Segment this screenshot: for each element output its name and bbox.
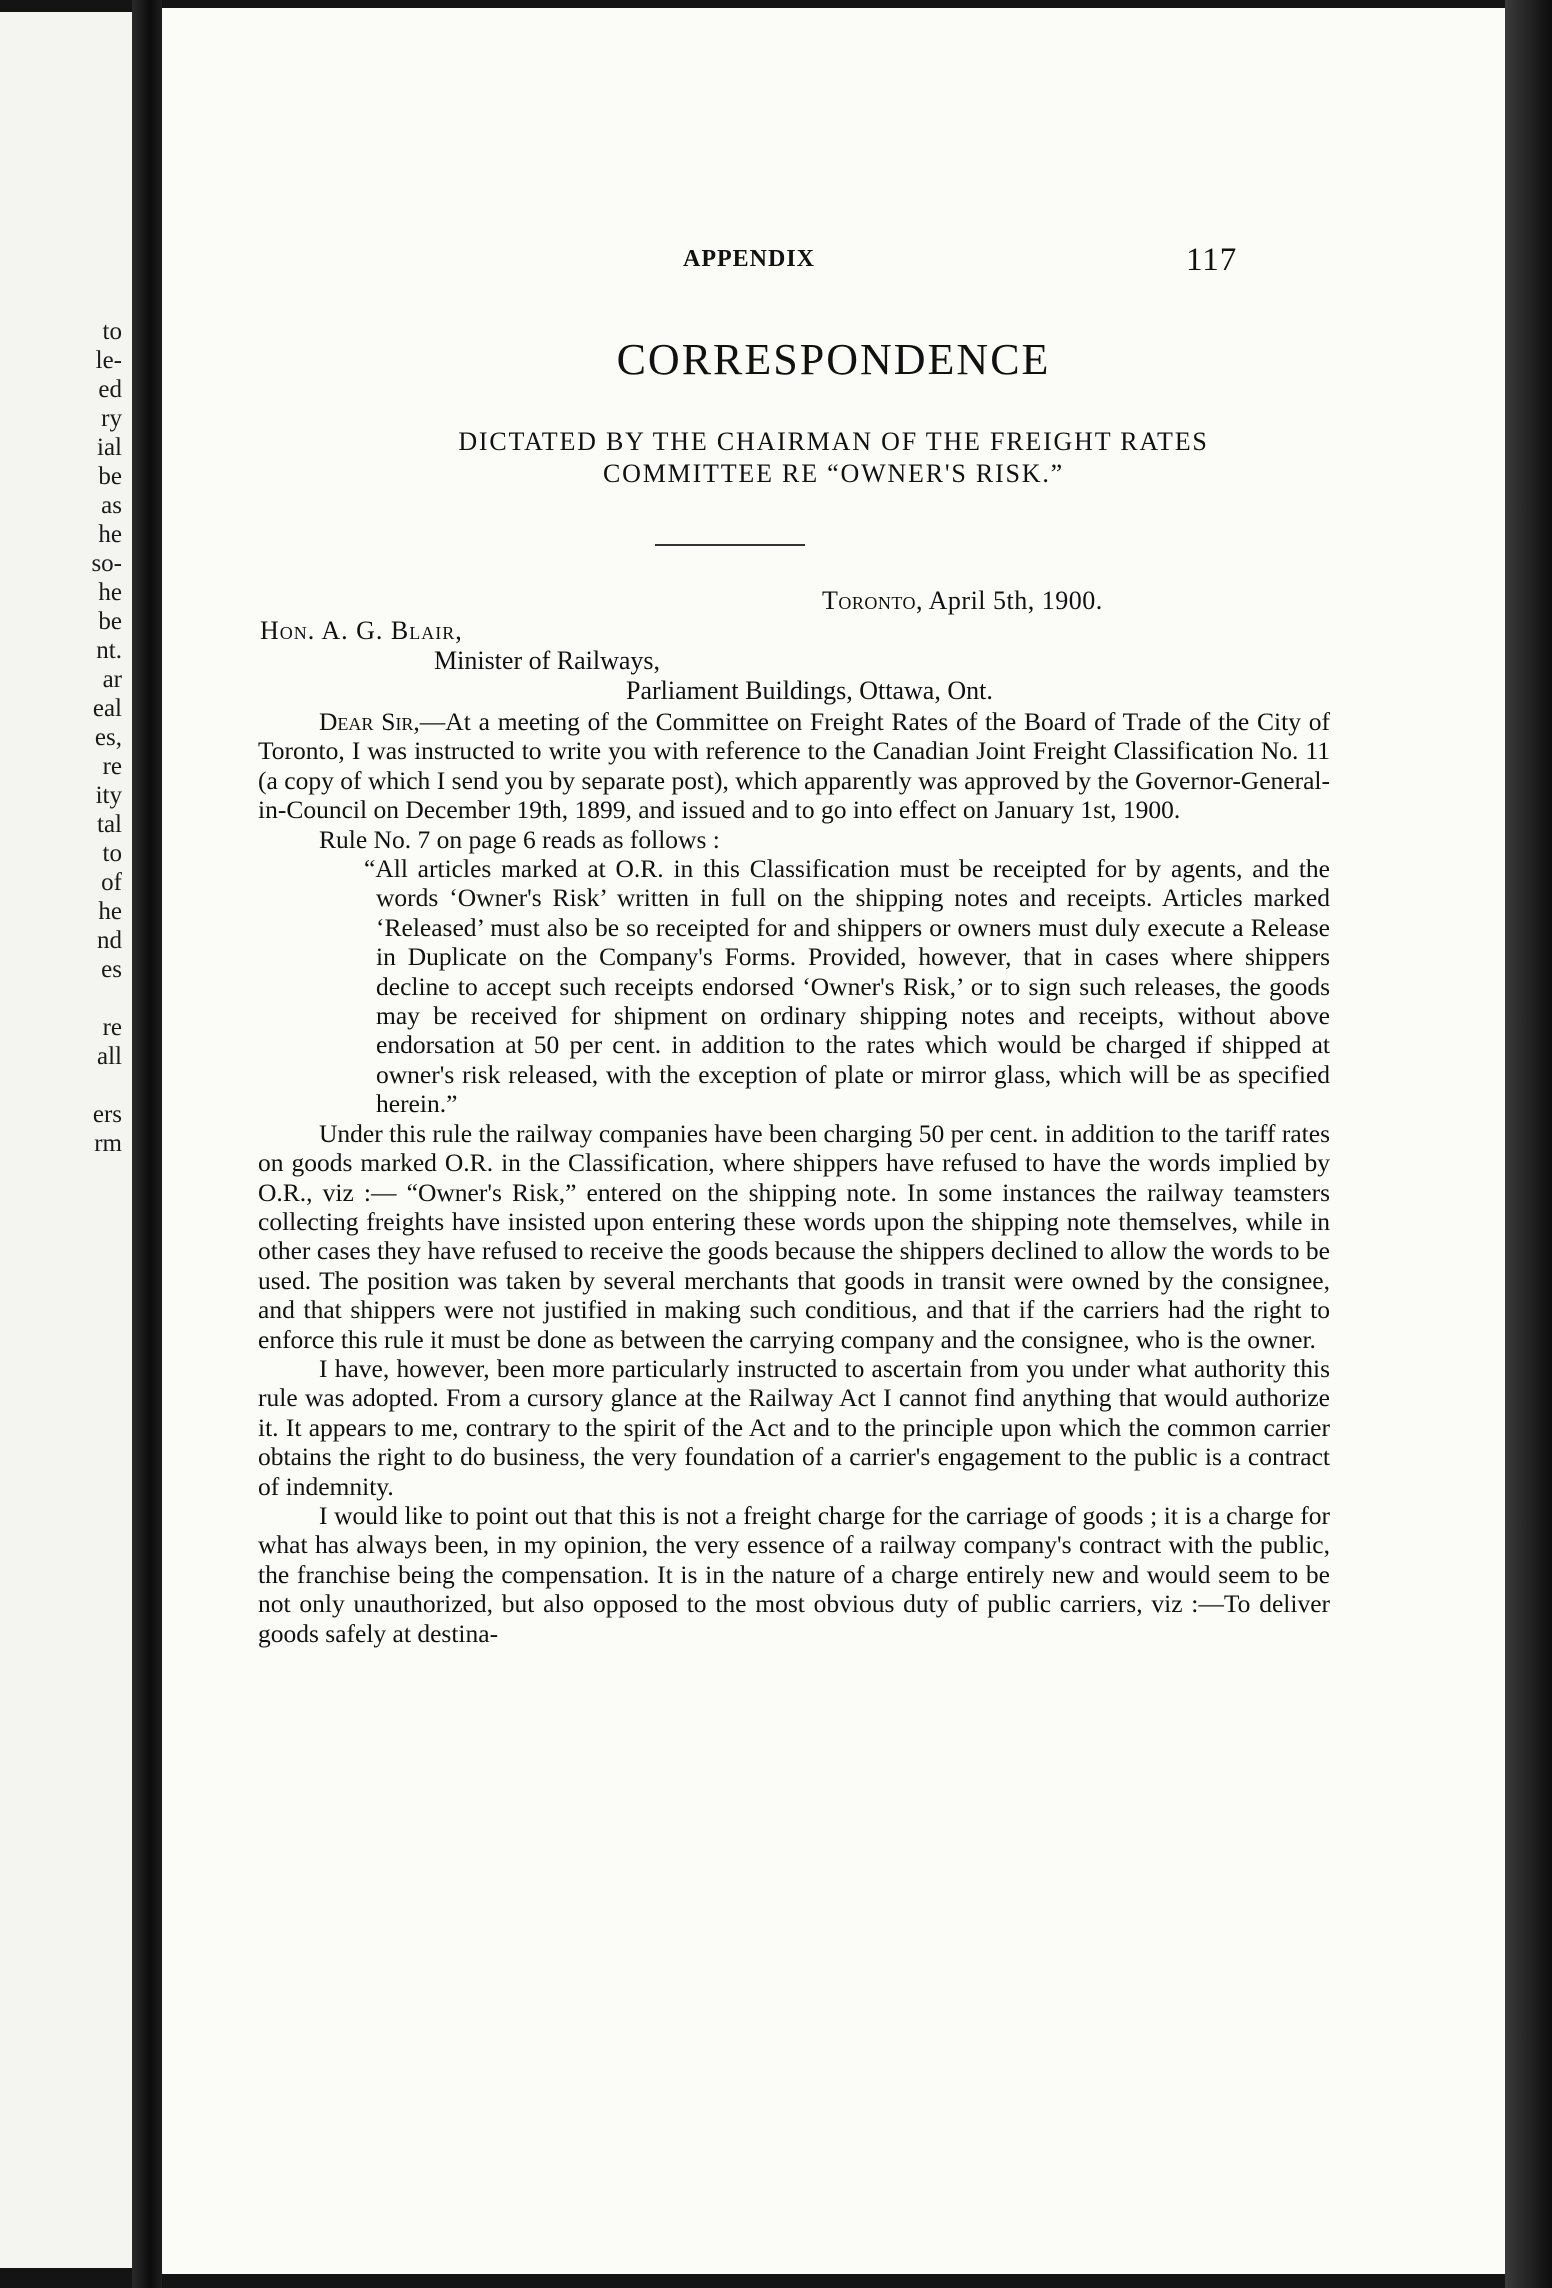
text-fragment: to xyxy=(102,840,122,867)
text-fragment: nt. xyxy=(96,637,122,664)
page-title: CORRESPONDENCE xyxy=(616,335,1051,384)
facing-page-text xyxy=(91,317,122,1158)
text-fragment: ity xyxy=(95,782,122,809)
text-fragment: re xyxy=(102,753,122,780)
text-fragment: be xyxy=(98,463,122,490)
text-fragment: all xyxy=(97,1043,122,1070)
text-fragment: he xyxy=(98,521,122,548)
text-fragment: ial xyxy=(97,434,122,461)
text-fragment: eal xyxy=(92,695,122,722)
address-line: Parliament Buildings, Ottawa, Ont. xyxy=(626,676,993,705)
section-divider xyxy=(655,544,805,546)
paragraph: I have, however, been more particularly instructed to ascertain from you under what authority this rule was adopted. From a cursory glance at the Railway Act I cannot find anything that would authorize it. It appears to me, contrary to the spirit of the Act and to the principle upon which the common carrier obtains the right to do business, the very foundation of a carrier's engagement to the public is a contract of indemnity. xyxy=(258,1353,1330,1501)
text-fragment: so- xyxy=(91,550,122,577)
text-fragment: be xyxy=(98,608,122,635)
facing-page xyxy=(0,12,132,2268)
text-fragment: he xyxy=(98,898,122,925)
text-fragment: re xyxy=(102,1014,122,1041)
dateline-place: Toronto, xyxy=(822,586,924,615)
text-fragment: ar xyxy=(102,666,122,693)
subtitle-line: DICTATED BY THE CHAIRMAN OF THE FREIGHT RATES xyxy=(458,427,1209,456)
text-fragment: es, xyxy=(94,724,122,751)
text-fragment: tal xyxy=(97,811,122,838)
line-gap xyxy=(91,984,122,1013)
text-fragment: as xyxy=(101,492,122,519)
address-line: Minister of Railways, xyxy=(434,646,661,675)
letter-dateline xyxy=(822,586,1103,616)
text-fragment: le- xyxy=(95,347,122,374)
text-fragment: of xyxy=(101,869,122,896)
letter-addressee: Hon. A. G. Blair, xyxy=(260,616,463,645)
paragraph-text: —At a meeting of the Committee on Freight Rates of the Board of Trade of the City of Toronto, I was instructed to write you with reference to the Canadian Joint Freight Classification No. 11 (a copy of which I send you by separate post), which apparently was approved by the Governor-General-in-Council on December 19th, 1899, and issued and to go into effect on January 1st, 1900. xyxy=(258,707,1330,825)
paragraph: Rule No. 7 on page 6 reads as follows : xyxy=(319,824,720,854)
text-fragment: ry xyxy=(101,405,122,432)
text-fragment: to xyxy=(102,318,122,345)
paragraph: I would like to point out that this is not a freight charge for the carriage of goods ; it is a charge for what has always been, in my opinion, the very essence of a railway company's contract with the public, the franchise being the compensation. It is in the nature of a charge entirely new and would seem to be not only unauthorized, but also opposed to the most obvious duty of public carriers, viz :—To deliver goods safely at destina- xyxy=(258,1500,1330,1648)
text-fragment: ers xyxy=(92,1101,122,1128)
paragraph: Under this rule the railway companies have been charging 50 per cent. in addition to the tariff rates on goods marked O.R. in the Classification, where shippers have refused to have the words implied by O.R., viz :— “Owner's Risk,” entered on the shipping note. In some instances the railway teamsters collecting freights have insisted upon entering these words upon the shipping note themselves, while in other cases they have refused to receive the goods because the shippers declined to allow the words to be used. The position was taken by several merchants that goods in transit were owned by the consignee, and that shippers were not justified in making such conditious, and that if the carriers had the right to enforce this rule it must be done as between the carrying company and the consignee, who is the owner. xyxy=(258,1118,1330,1354)
letter-body xyxy=(258,707,1330,1648)
line-gap xyxy=(91,1071,122,1100)
paragraph xyxy=(258,707,1330,825)
text-fragment: ed xyxy=(98,376,122,403)
running-header: APPENDIX xyxy=(683,246,815,272)
subtitle-line: COMMITTEE RE “OWNER'S RISK.” xyxy=(603,459,1064,488)
document-page xyxy=(162,8,1505,2274)
page-subtitle xyxy=(262,426,1405,490)
dateline-date: April 5th, 1900. xyxy=(923,586,1103,615)
page-edge-shadow xyxy=(1505,0,1552,2288)
text-fragment: es xyxy=(101,956,122,983)
book-gutter xyxy=(132,0,162,2288)
block-quote: “All articles marked at O.R. in this Classification must be receipted for by agents, and the words ‘Owner's Risk’ written in full on the shipping notes and receipts. Articles marked ‘Released’ must also be so receipted for and shippers or owners must duly execute a Release in Duplicate on the Company's Forms. Provided, however, that in cases where shippers decline to accept such receipts endorsed ‘Owner's Risk,’ or to sign such releases, the goods may be received for shipment on ordinary shipping notes and receipts, without above endorsation at 50 per cent. in addition to the rates which would be charged if shipped at owner's risk released, with the exception of plate or mirror glass, which will be as specified herein.” xyxy=(364,854,1330,1119)
page-number: 117 xyxy=(1186,242,1238,278)
text-fragment: nd xyxy=(97,927,122,954)
salutation: Dear Sir, xyxy=(319,707,420,736)
text-fragment: rm xyxy=(94,1130,122,1157)
text-fragment: he xyxy=(98,579,122,606)
